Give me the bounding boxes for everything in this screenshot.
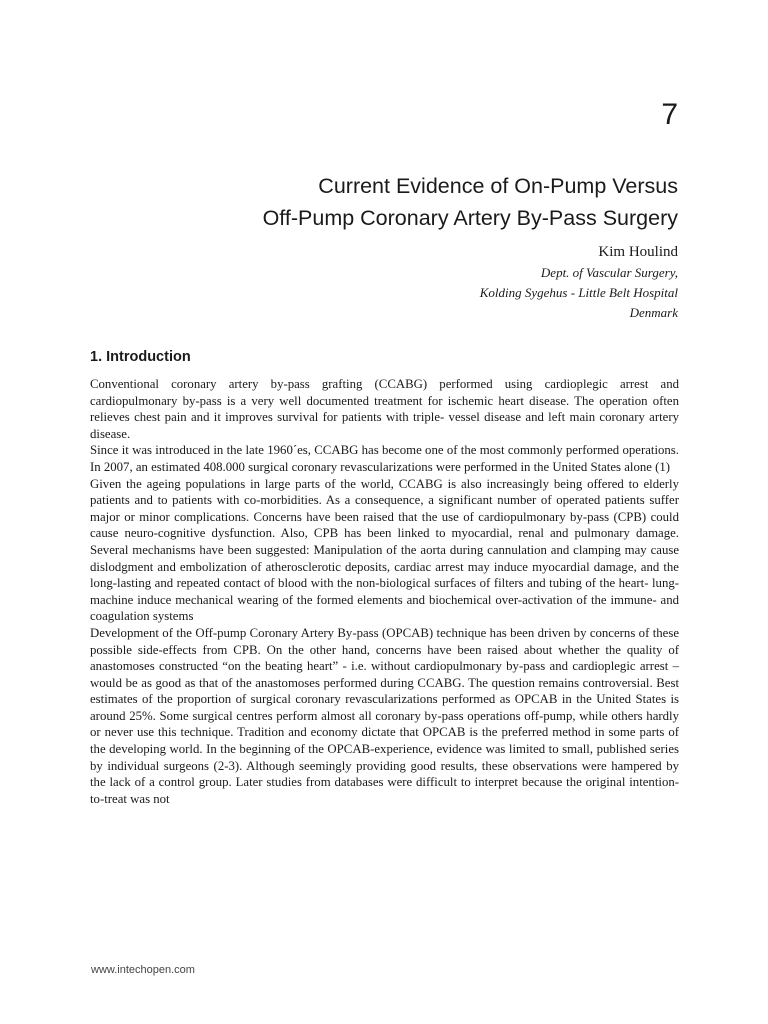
affiliation-line-1: Dept. of Vascular Surgery, xyxy=(540,265,678,280)
section-heading: 1. Introduction xyxy=(90,349,191,365)
author-name: Kim Houlind xyxy=(598,244,678,260)
author-affiliation xyxy=(480,263,678,323)
affiliation-line-2: Kolding Sygehus - Little Belt Hospital xyxy=(479,285,678,300)
affiliation-line-3: Denmark xyxy=(629,305,678,320)
body-text xyxy=(90,376,679,807)
chapter-title-line-1: Current Evidence of On-Pump Versus xyxy=(318,174,678,198)
chapter-title xyxy=(118,170,678,234)
paragraph: Conventional coronary artery by-pass grafting (CCABG) performed using cardioplegic arrest and cardiopulmonary by-pass is a very well documented treatment for ischemic heart disease. The operation often relieves chest pain and it improves survival for patients with triple- vessel disease and left main coronary artery disease. xyxy=(90,377,679,441)
paragraph: Since it was introduced in the late 1960´es, CCABG has become one of the most commonly performed operations. In 2007, an estimated 408.000 surgical coronary revascularizations were performed in the United States alone (1) xyxy=(90,443,679,474)
footer-url[interactable]: www.intechopen.com xyxy=(91,964,195,976)
paragraph: Development of the Off-pump Coronary Artery By-pass (OPCAB) technique has been driven by concerns of these possible side-effects from CPB. On the other hand, concerns have been raised about whether the quality of anastomoses constructed “on the beating heart” - i.e. without cardiopulmonary by-pass and cardioplegic arrest – would be as good as that of the anastomoses performed during CCABG. The question remains controversial. Best estimates of the proportion of surgical coronary revascularizations performed as OPCAB in the United States is around 25%. Some surgical centres perform almost all coronary by-pass operations off-pump, while others hardly or never use this technique. Tradition and economy dictate that OPCAB is the preferred method in some parts of the developing world. In the beginning of the OPCAB-experience, evidence was limited to small, published series by individual surgeons (2-3). Although seemingly providing good results, these observations were hampered by the lack of a control group. Later studies from databases were difficult to interpret because the original intention-to-treat was not xyxy=(90,625,679,806)
paragraph: Given the ageing populations in large parts of the world, CCABG is also increasingly being offered to elderly patients and to patients with co-morbidities. As a consequence, a significant number of operated patients suffer major or minor complications. Concerns have been raised that the use of cardiopulmonary by-pass (CPB) could cause neuro-cognitive dysfunction. Also, CPB has been linked to myocardial, renal and pulmonary damage. Several mechanisms have been suggested: Manipulation of the aorta during cannulation and clamping may cause dislodgment and embolization of atherosclerotic deposits, cardiac arrest may induce myocardial damage, and the long-lasting and repeated contact of blood with the non-biological surfaces of filters and tubing of the heart- lung- machine induce mechanical wearing of the formed elements and biochemical over-activation of the immune- and coagulation systems xyxy=(90,476,679,624)
chapter-number: 7 xyxy=(661,98,678,131)
chapter-title-line-2: Off-Pump Coronary Artery By-Pass Surgery xyxy=(262,206,678,230)
